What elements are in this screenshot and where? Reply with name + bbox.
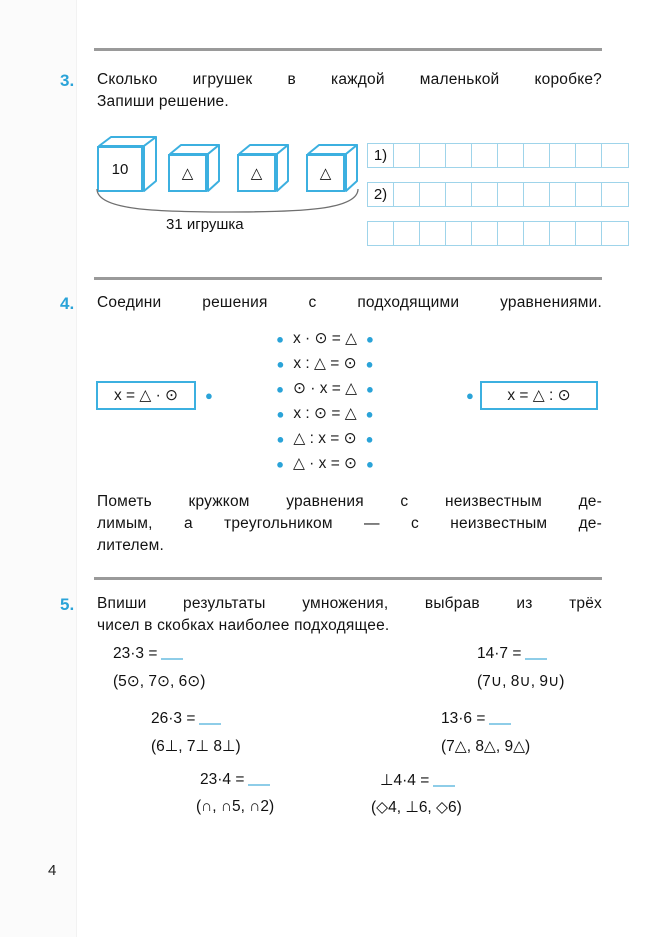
answer-blank[interactable] [525,645,547,660]
connector-dot-right[interactable]: ● [366,456,374,472]
problem-expression: 23·3 = [113,645,158,662]
problem-1 [113,645,183,663]
connector-dot-left-solution[interactable]: ● [205,388,213,403]
box-small-3 [306,144,358,192]
box-large-1 [97,136,157,192]
problem-expression: 23·4 = [200,771,245,788]
equation-row[interactable] [205,351,445,376]
grid-cell[interactable] [576,144,602,167]
grid-cell[interactable] [472,222,498,245]
answer-blank[interactable] [248,771,270,786]
equation-list [205,326,445,476]
problem-5 [200,771,270,789]
equation-text: △ · x = ⊙ [292,455,358,472]
total-brace [96,188,360,219]
grid-cell[interactable] [420,183,446,206]
problem-3 [151,710,221,728]
equation-text: ⊙ · x = △ [292,380,358,397]
exercise-3-prompt-line-1: Сколько игрушек в каждой маленькой коробке? [97,71,602,88]
equation-text: x : △ = ⊙ [293,355,357,372]
solution-box-right[interactable]: x = △ : ⊙ [480,381,598,410]
box-label: 10 [97,146,143,192]
box-label: △ [168,154,207,192]
grid-cell[interactable] [602,183,628,206]
solution-box-left[interactable]: x = △ · ⊙ [96,381,196,410]
grid-cell[interactable] [576,183,602,206]
connector-dot-left[interactable]: ● [276,406,285,422]
connector-dot-left[interactable]: ● [276,381,284,397]
box-label: △ [237,154,276,192]
grid-cell[interactable] [498,222,524,245]
problem-6-options: (◇4, ⊥6, ◇6) [371,799,462,816]
problem-6 [380,771,455,790]
grid-cell[interactable] [524,222,550,245]
exercise-4-prompt-line-1: Соедини решения с подходящими уравнениями. [97,294,602,311]
box-label: △ [306,154,345,192]
problem-2-options: (7∪, 8∪, 9∪) [477,673,565,690]
equation-text: x · ⊙ = △ [292,330,358,347]
equation-text: x : ⊙ = △ [293,405,357,422]
exercise-4-note-line-1: Пометь кружком уравнения с неизвестным де- [97,493,602,510]
connector-dot-right[interactable]: ● [365,406,374,422]
grid-cell[interactable] [602,222,628,245]
brace-arc-icon [96,188,360,214]
connector-dot-left[interactable]: ● [276,431,285,447]
problem-1-options: (5⊙, 7⊙, 6⊙) [113,673,206,690]
equation-row[interactable] [205,376,445,401]
page-number: 4 [48,862,57,879]
divider-rule-exercise-5 [94,577,602,580]
problem-expression: 26·3 = [151,710,196,727]
exercise-3-number: 3. [60,71,75,90]
grid-cell[interactable] [472,183,498,206]
box-small-2 [237,144,289,192]
answer-grid-3[interactable] [367,221,629,246]
grid-cell[interactable] [550,222,576,245]
grid-cell[interactable] [394,144,420,167]
grid-cell[interactable] [394,222,420,245]
grid-cell[interactable] [420,144,446,167]
grid-prefix-cell: 2) [368,183,394,206]
exercise-3-prompt-line-2: Запиши решение. [97,93,229,110]
answer-blank[interactable] [199,710,221,725]
problem-2 [477,645,547,663]
connector-dot-right[interactable]: ● [366,381,374,397]
connector-dot-right[interactable]: ● [365,356,374,372]
equation-text: △ : x = ⊙ [293,430,357,447]
exercise-4-number: 4. [60,294,75,313]
left-margin-band [0,0,77,937]
equation-row[interactable] [205,326,445,351]
problem-5-options: (∩, ∩5, ∩2) [196,798,275,815]
brace-label: 31 игрушка [166,216,244,233]
answer-grid-1[interactable] [367,143,629,168]
problem-expression: 14·7 = [477,645,522,662]
grid-cell[interactable] [498,183,524,206]
equation-row[interactable] [205,426,445,451]
exercise-4-prompt [97,292,602,314]
problem-expression: 13·6 = [441,710,486,727]
connector-dot-left[interactable]: ● [276,331,284,347]
grid-cell[interactable] [446,222,472,245]
grid-cell[interactable] [550,183,576,206]
problem-4 [441,710,511,728]
exercise-5-prompt-line-1: Впиши результаты умножения, выбрав из трёх [97,595,602,612]
grid-cell[interactable] [498,144,524,167]
connector-dot-left[interactable]: ● [276,456,284,472]
grid-cell[interactable] [524,144,550,167]
grid-cell[interactable] [446,183,472,206]
equation-row[interactable] [205,401,445,426]
problem-3-options: (6⊥, 7⊥ 8⊥) [151,738,241,755]
connector-dot-right-solution[interactable]: ● [466,388,474,403]
equation-row[interactable] [205,451,445,476]
exercise-4-note-line-2: лимым, а треугольником — с неизвестным де- [97,515,602,532]
answer-grid-2[interactable] [367,182,629,207]
connector-dot-left[interactable]: ● [276,356,285,372]
connector-dot-right[interactable]: ● [366,331,374,347]
problem-4-options: (7△, 8△, 9△) [441,738,531,755]
exercise-5-prompt [97,593,602,637]
grid-prefix-cell: 1) [368,144,394,167]
toy-boxes-diagram [97,136,367,196]
box-small-1 [168,144,220,192]
grid-cell[interactable] [368,222,394,245]
grid-cell[interactable] [394,183,420,206]
grid-cell[interactable] [472,144,498,167]
exercise-3-prompt [97,69,602,113]
grid-cell[interactable] [602,144,628,167]
answer-blank[interactable] [161,645,183,660]
exercise-4-note [97,491,602,557]
exercise-5-prompt-line-2: чисел в скобках наиболее подходящее. [97,617,390,634]
divider-rule-exercise-4 [94,277,602,280]
grid-cell[interactable] [446,144,472,167]
grid-cell[interactable] [420,222,446,245]
answer-blank[interactable] [489,710,511,725]
connector-dot-right[interactable]: ● [365,431,374,447]
answer-blank[interactable] [433,772,455,787]
problem-expression: ⊥4·4 = [380,772,430,789]
exercise-5-number: 5. [60,595,75,614]
divider-rule-exercise-3 [94,48,602,51]
grid-cell[interactable] [524,183,550,206]
exercise-4-note-line-3: лителем. [97,537,164,554]
grid-cell[interactable] [550,144,576,167]
grid-cell[interactable] [576,222,602,245]
